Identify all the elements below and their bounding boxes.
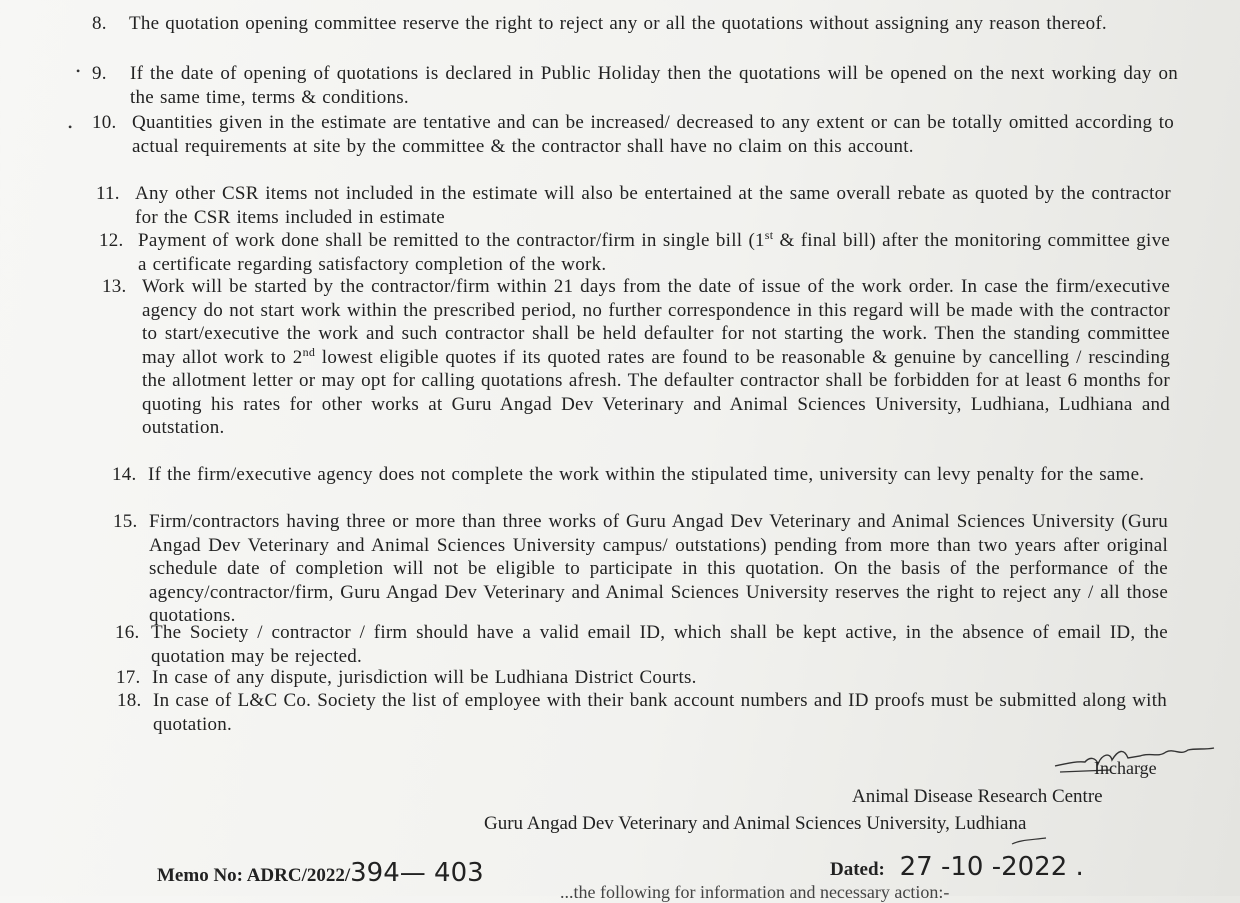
clause-text-pre: Work will be started by the contractor/firm within 21 days from the date of issue of the work order. In case the firm/executive agency do not start work within the prescribed period, no further correspondence in this regard will be made with the contractor to start/executive the work and such contractor shall be held defaulter for not starting the work. Then the standing committee may allot work to 2 — [142, 276, 1170, 368]
clause-number: 10. — [92, 112, 117, 133]
clause-number: 14. — [112, 464, 137, 485]
clause-13 — [102, 275, 1170, 440]
clause-number: 16. — [115, 622, 140, 643]
clause-10 — [92, 111, 1174, 158]
clause-text: Quantities given in the estimate are tentative and can be increased/ decreased to any extent or can be totally omitted according to actual requirements at site by the committee & the contractor shall have no claim on this account. — [132, 112, 1174, 157]
clause-text: The quotation opening committee reserve the right to reject any or all the quotations without assigning any reason thereof. — [129, 13, 1107, 34]
clause-text: In case of any dispute, jurisdiction will be Ludhiana District Courts. — [152, 667, 697, 688]
handwritten-date: 27 -10 -2022 . — [899, 852, 1084, 882]
stray-mark: • — [76, 64, 81, 78]
clause-17 — [116, 666, 1166, 690]
clause-text: Any other CSR items not included in the estimate will also be entertained at the same overall rebate as quoted by the contractor for the CSR items included in estimate — [135, 183, 1171, 228]
clause-number: 17. — [116, 667, 141, 688]
clause-14 — [112, 463, 1168, 487]
clause-18 — [117, 689, 1167, 736]
clause-text: Firm/contractors having three or more than three works of Guru Angad Dev Veterinary and Animal Sciences University (Guru Angad Dev Veterinary and Animal Sciences University campus/ outstations) pending from more than two years after original schedule date of completion will not be eligible to participate in this quotation. On the basis of the performance of the agency/contractor/firm, Guru Angad Dev Veterinary and Animal Sciences University reserves the right to reject any / all those quotations. — [149, 511, 1168, 626]
superscript: st — [764, 228, 774, 242]
memo-label: Memo No: ADRC/2022/ — [157, 865, 351, 886]
incharge-label: Incharge — [1094, 758, 1157, 778]
clause-text-post: lowest eligible quotes if its quoted rates are found to be reasonable & genuine by cancelling / rescinding the allotment letter or may opt for calling quotations afresh. The defaulter contractor shall be forbidden for at least 6 months for quoting his rates for other works at Guru Angad Dev Veterinary and Animal Sciences University, Ludhiana, Ludhiana and outstation. — [142, 346, 1170, 438]
clause-text-post: & final bill) after the monitoring committee give a certificate regarding satisfactory completion of the work. — [138, 230, 1170, 275]
clause-8 — [92, 12, 1184, 36]
dated-line — [830, 852, 1084, 882]
clause-text-pre: Payment of work done shall be remitted to the contractor/firm in single bill (1 — [138, 230, 765, 251]
clause-text: If the date of opening of quotations is declared in Public Holiday then the quotations will be opened on the next working day on the same time, terms & conditions. — [130, 63, 1178, 108]
clause-text: The Society / contractor / firm should have a valid email ID, which shall be kept active, in the absence of email ID, the quotation may be rejected. — [151, 622, 1168, 667]
clause-16 — [115, 621, 1168, 668]
clause-11 — [96, 182, 1171, 229]
clause-number: 12. — [99, 230, 124, 251]
clause-number: 13. — [102, 276, 127, 297]
handwritten-tick — [1010, 836, 1050, 848]
clause-9 — [92, 62, 1178, 109]
memo-line — [157, 858, 484, 888]
superscript: nd — [302, 344, 316, 359]
clause-number: 11. — [96, 183, 120, 204]
clause-number: 15. — [113, 511, 138, 532]
clause-number: 8. — [92, 13, 107, 34]
clause-text: If the firm/executive agency does not complete the work within the stipulated time, university can levy penalty for the same. — [148, 464, 1145, 485]
clause-15 — [113, 510, 1168, 628]
footer-partial-line: ...the following for information and necessary action:- — [560, 882, 950, 902]
dated-label: Dated: — [830, 859, 885, 880]
memo-handwritten-number: 394— 403 — [350, 858, 484, 888]
clause-number: 9. — [92, 63, 107, 84]
centre-name: Animal Disease Research Centre — [852, 786, 1103, 807]
clause-number: 18. — [117, 690, 142, 711]
clause-text: In case of L&C Co. Society the list of employee with their bank account numbers and ID proofs must be submitted along with quotation. — [153, 690, 1167, 735]
stray-mark: • — [68, 120, 73, 134]
clause-text — [142, 275, 1170, 440]
clause-text — [138, 229, 1170, 276]
clause-12 — [99, 229, 1170, 276]
university-name: Guru Angad Dev Veterinary and Animal Sciences University, Ludhiana — [484, 813, 1027, 834]
